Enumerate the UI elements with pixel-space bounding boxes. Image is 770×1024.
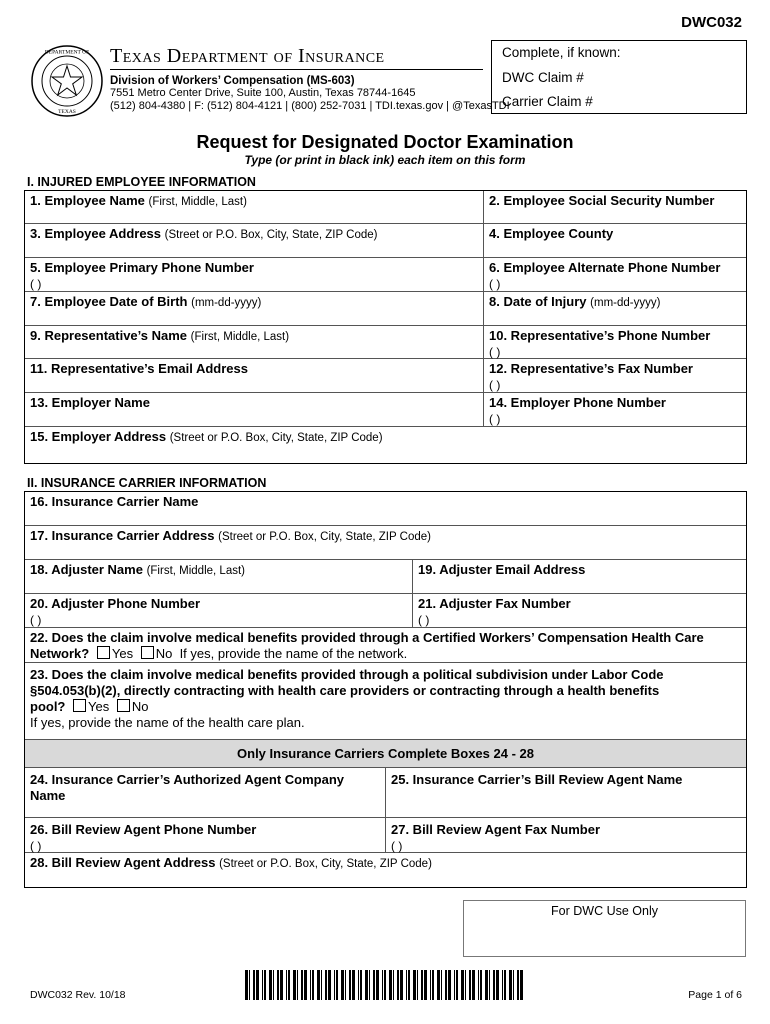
political-subdivision-question: 23. Does the claim involve medical benefits provided through a political subdivision under Labor Code §504.053(b)(2), directly contracting with health care providers or contracting through a health benefits pool? Yes No If yes, provide the name of the health care plan. [30,667,664,730]
form-row [25,492,746,526]
form-row [25,427,746,462]
section-2-heading: II. INSURANCE CARRIER INFORMATION [27,476,267,490]
employee-name-field[interactable]: 1. Employee Name (First, Middle, Last) [30,193,247,208]
section-2-box [24,491,747,888]
form-row [25,768,746,818]
page-number: Page 1 of 6 [688,989,742,1001]
section-1-box [24,190,747,464]
employee-dob-field[interactable]: 7. Employee Date of Birth (mm-dd-yyyy) [30,294,262,309]
form-subtitle: Type (or print in black ink) each item on this form [244,153,526,167]
known-heading: Complete, if known: [502,45,621,60]
bill-review-phone-field[interactable]: 26. Bill Review Agent Phone Number ( ) [30,822,257,853]
carriers-only-banner: Only Insurance Carriers Complete Boxes 24 - 28 [25,740,746,768]
svg-text:DEPARTMENT OF: DEPARTMENT OF [44,49,90,56]
employee-ssn-field[interactable]: 2. Employee Social Security Number [483,191,746,223]
network-yes-checkbox[interactable] [97,646,110,659]
form-row [25,853,746,886]
employee-county-field[interactable]: 4. Employee County [483,224,746,257]
network-no-checkbox[interactable] [141,646,154,659]
carrier-name-field[interactable]: 16. Insurance Carrier Name [30,494,199,509]
complete-if-known-box [491,40,747,114]
bill-review-address-field[interactable]: 28. Bill Review Agent Address (Street or P.O. Box, City, State, ZIP Code) [30,855,432,870]
form-number: DWC032 [681,14,742,31]
agency-division: Division of Workers’ Compensation (MS-603) [110,75,355,87]
form-row [25,191,746,224]
representative-name-field[interactable]: 9. Representative’s Name (First, Middle, Last) [30,328,290,343]
employer-phone-field[interactable]: 14. Employer Phone Number ( ) [483,393,746,426]
agency-name: Texas Department of Insurance [110,45,483,70]
form-row [25,594,746,628]
form-row [25,560,746,594]
employee-primary-phone-field[interactable]: 5. Employee Primary Phone Number ( ) [30,260,254,291]
adjuster-email-field[interactable]: 19. Adjuster Email Address [412,560,746,593]
barcode-image [245,970,528,1000]
dwc-use-only-box: For DWC Use Only [463,900,746,957]
form-row [25,628,746,663]
svg-text:TEXAS: TEXAS [58,109,76,115]
representative-email-field[interactable]: 11. Representative’s Email Address [30,361,248,376]
form-row [25,526,746,560]
representative-fax-field[interactable]: 12. Representative’s Fax Number ( ) [483,359,746,392]
bill-review-fax-field[interactable]: 27. Bill Review Agent Fax Number ( ) [385,818,746,852]
subdivision-no-checkbox[interactable] [117,699,130,712]
dwc-claim-field[interactable]: DWC Claim # [502,69,584,85]
form-row [25,818,746,853]
form-row [25,359,746,393]
form-row [25,258,746,292]
employee-alternate-phone-field[interactable]: 6. Employee Alternate Phone Number ( ) [483,258,746,291]
adjuster-fax-field[interactable]: 21. Adjuster Fax Number ( ) [412,594,746,627]
employee-address-field[interactable]: 3. Employee Address (Street or P.O. Box, City, State, ZIP Code) [30,226,378,241]
tdi-seal-logo [30,44,104,118]
adjuster-phone-field[interactable]: 20. Adjuster Phone Number ( ) [30,596,200,627]
representative-phone-field[interactable]: 10. Representative’s Phone Number ( ) [483,326,746,358]
form-revision: DWC032 Rev. 10/18 [30,989,126,1001]
carrier-claim-field[interactable]: Carrier Claim # [502,94,593,109]
employer-address-field[interactable]: 15. Employer Address (Street or P.O. Box, City, State, ZIP Code) [30,429,383,444]
carrier-address-field[interactable]: 17. Insurance Carrier Address (Street or P.O. Box, City, State, ZIP Code) [30,528,431,543]
agency-header [110,45,510,113]
form-row [25,663,746,740]
form-row [25,326,746,359]
form-row [25,224,746,258]
form-row [25,292,746,326]
agency-address: 7551 Metro Center Drive, Suite 100, Austin, Texas 78744-1645 [110,87,416,99]
authorized-agent-field[interactable]: 24. Insurance Carrier’s Authorized Agent Company Name [30,772,344,803]
employer-name-field[interactable]: 13. Employer Name [30,395,150,410]
adjuster-name-field[interactable]: 18. Adjuster Name (First, Middle, Last) [30,562,245,577]
date-of-injury-field[interactable]: 8. Date of Injury (mm-dd-yyyy) [483,292,746,325]
form-row [25,393,746,427]
subdivision-yes-checkbox[interactable] [73,699,86,712]
network-question: 22. Does the claim involve medical benefits provided through a Certified Workers’ Compensation Health Care Network? Yes No If yes, provide the name of the network. [30,630,704,661]
agency-contact: (512) 804-4380 | F: (512) 804-4121 | (800) 252-7031 | TDI.texas.gov | @TexasTDI [110,100,510,112]
bill-review-agent-field[interactable]: 25. Insurance Carrier’s Bill Review Agent Name [385,768,746,817]
form-title: Request for Designated Doctor Examination [196,132,574,152]
section-1-heading: I. INJURED EMPLOYEE INFORMATION [27,175,256,189]
